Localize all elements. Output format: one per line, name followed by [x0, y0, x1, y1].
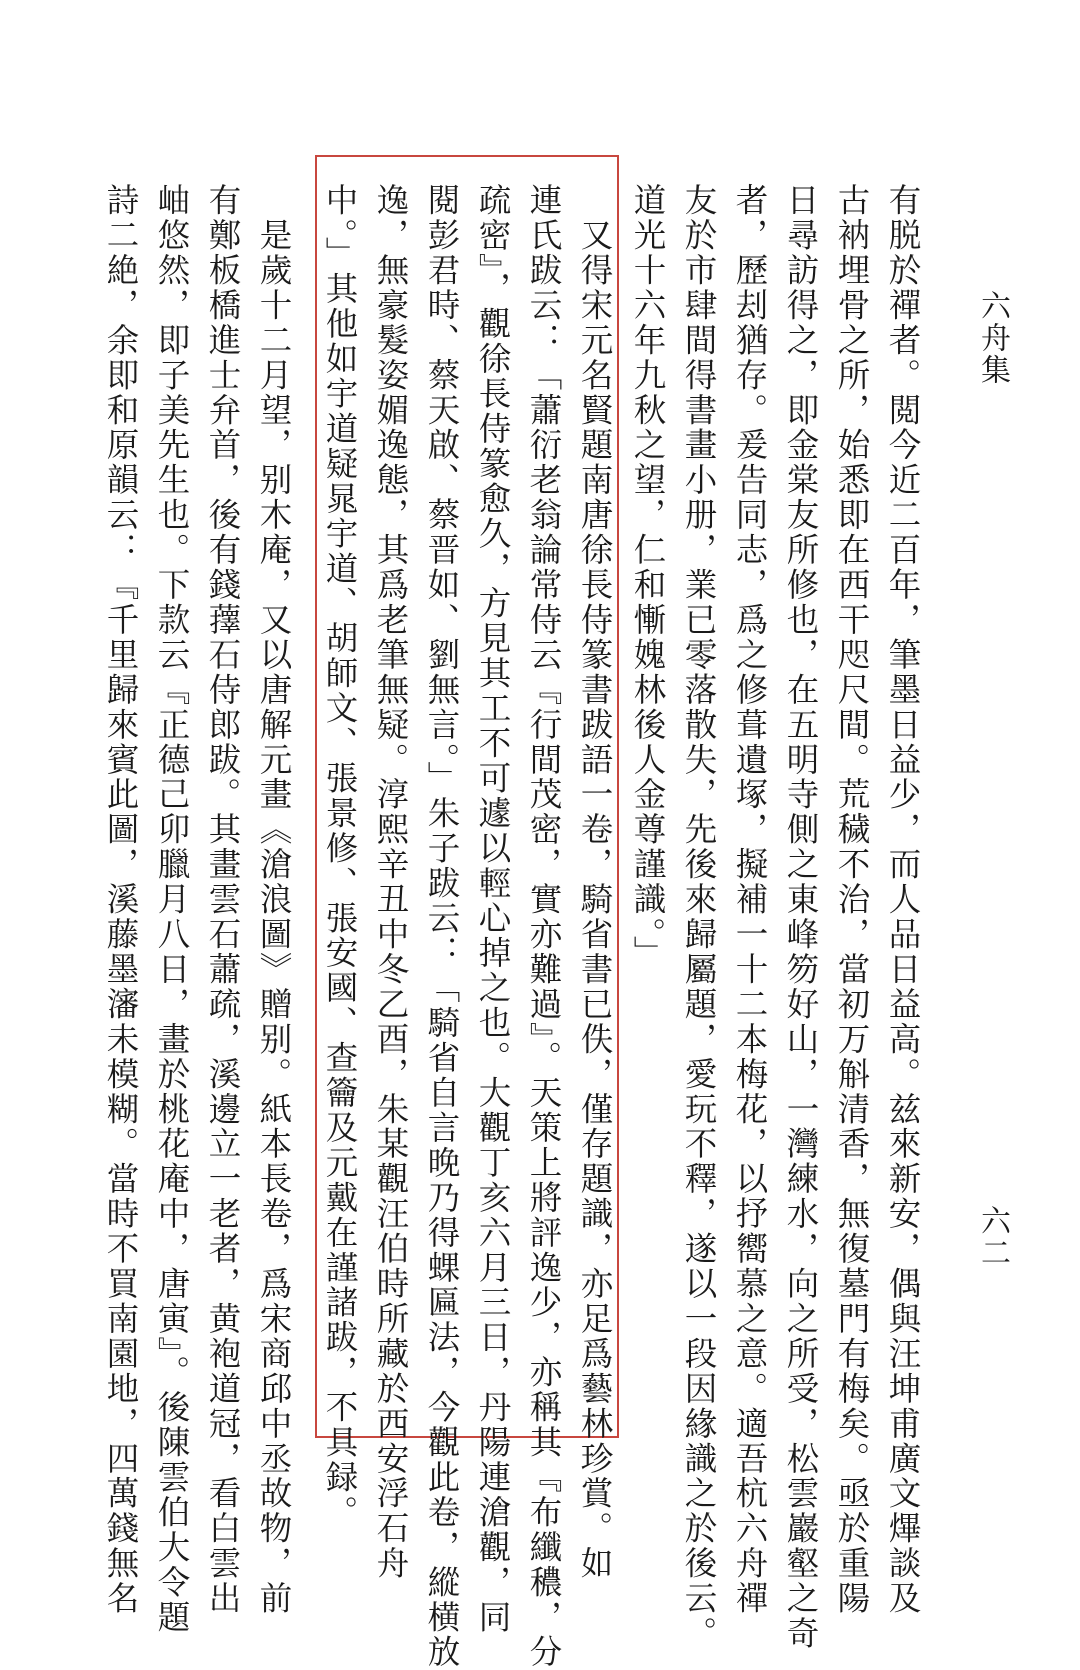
text-line: 是歲十二月望，别木庵，又以唐解元畫《滄浪圖》贈别。紙本長卷，爲宋商邱中丞故物，前 [255, 183, 293, 1616]
text-line: 連氏跋云：「蕭衍老翁論常侍云『行間茂密，實亦難過』。天策上將評逸少，亦稱其『布纖穠，分 [525, 183, 563, 1670]
text-line: 有脱於禪者。閲今近二百年，筆墨日益少，而人品日益高。兹來新安，偶與汪坤甫廣文熚談及 [884, 183, 922, 1616]
text-line: 古衲埋骨之所，始悉即在西干咫尺間。荒穢不治，當初万斛清香，無復墓門有梅矣。亟於重陽 [833, 183, 871, 1616]
text-line: 逸，無豪髮姿媚逸態，其爲老筆無疑。淳熙辛丑中冬乙酉，朱某觀汪伯時所藏於西安浮石舟 [372, 183, 410, 1581]
text-line: 中。」其他如宇道疑晁宇道、胡師文、張景修、張安國、查籥及元戴在謹諸跋，不具録。 [321, 183, 359, 1530]
text-line: 又得宋元名賢題南唐徐長侍篆書跋語一卷，騎省書已佚，僅存題識，亦足爲藝林珍賞。如 [576, 183, 614, 1581]
text-line: 者，歷刦猶存。爰告同志，爲之修葺遺塚，擬補一十二本梅花，以抒嚮慕之意。適吾杭六舟禪 [731, 183, 769, 1616]
text-line: 岫悠然，即子美先生也。下款云『正德己卯臘月八日，畫於桃花庵中，唐寅』。後陳雲伯大令題 [153, 183, 191, 1635]
text-line: 道光十六年九秋之望，仁和慚媿林後人金尊謹識。」 [629, 183, 667, 971]
highlighted-paragraph [321, 183, 620, 1670]
text-line: 閱彭君時、蔡天啟、蔡晋如、劉無言。」朱子跋云：「騎省自言晚乃得蜾匾法，今觀此卷，縱横放 [423, 183, 461, 1670]
book-title: 六舟集 [975, 290, 1010, 386]
body-text-right [629, 183, 928, 1651]
body-text-left [102, 183, 299, 1635]
text-line: 詩二絶，余即和原韻云：『千里歸來賓此圖，溪藤墨瀋未模糊。當時不買南園地，四萬錢無名 [102, 183, 140, 1616]
text-line: 疏密』，觀徐長侍篆愈久，方見其工不可遽以輕心掉之也。大觀丁亥六月三日，丹陽連滄觀，同 [474, 183, 512, 1635]
text-line: 有鄭板橋進士弁首，後有錢蘀石侍郎跋。其畫雲石蕭疏，溪邊立一老者，黄袍道冠，看白雲出 [204, 183, 242, 1616]
text-line: 友於市肆間得書畫小册，業已零落散失，先後來歸屬題，愛玩不釋，遂以一段因緣識之於後云。 [680, 183, 718, 1651]
text-line: 日尋訪得之，即金棠友所修也，在五明寺側之東峰笏好山，一灣練水，向之所受，松雲巖壑之奇 [782, 183, 820, 1651]
page-number: 六二 [975, 1205, 1010, 1269]
